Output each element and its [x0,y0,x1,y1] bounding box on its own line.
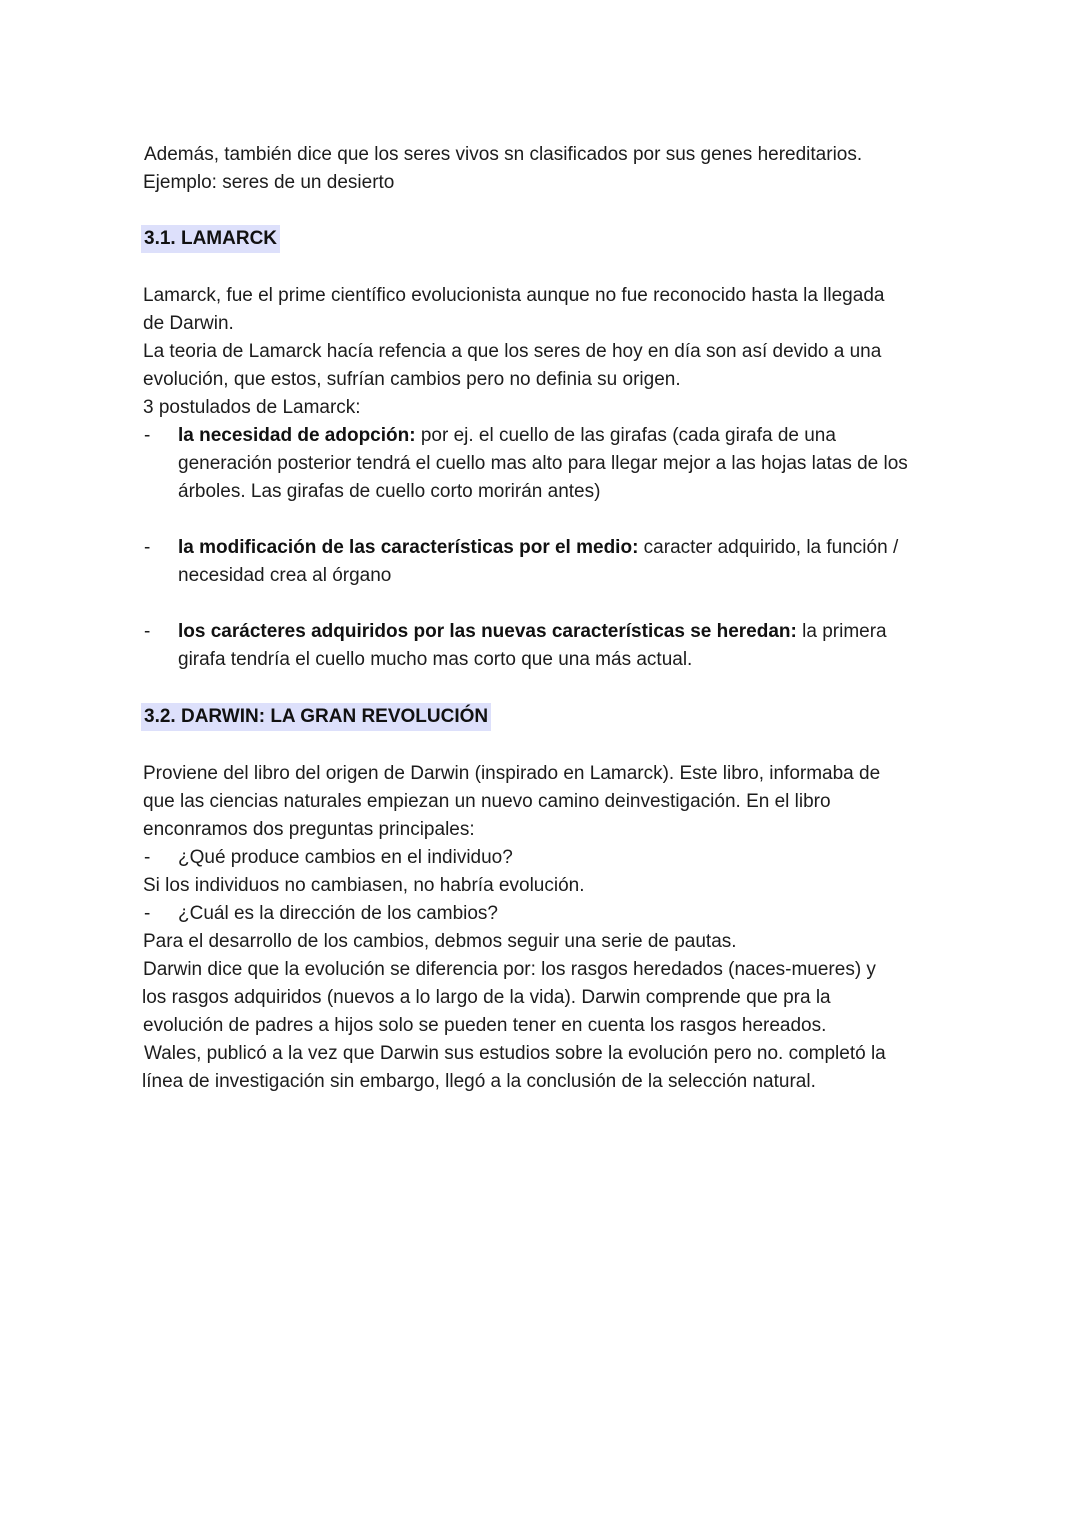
postulate-1-line-3: árboles. Las girafas de cuello corto morirán antes) [178,481,601,502]
lamarck-paragraph-2-line-2: evolución, que estos, sufrían cambios pero no definia su origen. [143,369,681,390]
darwin-line-2: que las ciencias naturales empiezan un nuevo camino deinvestigación. En el libro [143,791,831,812]
darwin-line-10: línea de investigación sin embargo, llegó a la conclusión de la selección natural. [142,1071,816,1092]
darwin-line-6: Darwin dice que la evolución se diferencia por: los rasgos heredados (naces-mueres) y [143,959,876,980]
postulate-1-line-2: generación posterior tendrá el cuello mas alto para llegar mejor a las hojas latas de los [178,453,908,474]
bullet-dash: - [144,847,151,868]
darwin-line-8: evolución de padres a hijos solo se pueden tener en cuenta los rasgos hereados. [143,1015,827,1036]
postulate-3 [178,618,887,646]
darwin-line-4: Si los individuos no cambiasen, no habría evolución. [143,875,585,896]
bullet-dash: - [144,621,151,642]
lamarck-paragraph-2-line-1: La teoria de Lamarck hacía refencia a que los seres de hoy en día son así devido a una [143,341,882,362]
darwin-line-7: los rasgos adquiridos (nuevos a lo largo de la vida). Darwin comprende que pra la [142,987,831,1008]
darwin-question-2: ¿Cuál es la dirección de los cambios? [178,903,498,924]
lamarck-paragraph-1-line-2: de Darwin. [143,313,234,334]
intro-line-2: Ejemplo: seres de un desierto [143,172,395,193]
darwin-line-3: enconramos dos preguntas principales: [143,819,475,840]
section-heading-lamarck: 3.1. LAMARCK [141,225,280,253]
lamarck-paragraph-1-line-1: Lamarck, fue el prime científico evolucionista aunque no fue reconocido hasta la llegada [143,285,885,306]
postulate-3-text: la primera [796,621,887,642]
postulate-2-text: caracter adquirido, la función / [638,537,899,558]
postulate-1-title: la necesidad de adopción: [178,425,416,446]
postulate-2-title: la modificación de las características por el medio: [178,537,639,558]
darwin-question-1: ¿Qué produce cambios en el individuo? [178,847,513,868]
darwin-line-1: Proviene del libro del origen de Darwin (inspirado en Lamarck). Este libro, informaba de [143,763,881,784]
postulate-2-line-2: necesidad crea al órgano [178,565,392,586]
postulate-1-text: por ej. el cuello de las girafas (cada girafa de una [415,425,836,446]
postulate-3-line-2: girafa tendría el cuello mucho mas corto que una más actual. [178,649,693,670]
darwin-line-9: Wales, publicó a la vez que Darwin sus estudios sobre la evolución pero no. completó la [144,1043,886,1064]
bullet-dash: - [144,903,151,924]
darwin-line-5: Para el desarrollo de los cambios, debmos seguir una serie de pautas. [143,931,737,952]
postulate-3-title: los carácteres adquiridos por las nuevas características se heredan: [178,621,797,642]
postulate-2 [178,534,898,562]
lamarck-postulates-intro: 3 postulados de Lamarck: [143,397,361,418]
bullet-dash: - [144,425,151,446]
intro-line-1: Además, también dice que los seres vivos sn clasificados por sus genes hereditarios. [144,144,863,165]
postulate-1 [178,422,836,450]
bullet-dash: - [144,537,151,558]
section-heading-darwin: 3.2. DARWIN: LA GRAN REVOLUCIÓN [141,703,491,731]
